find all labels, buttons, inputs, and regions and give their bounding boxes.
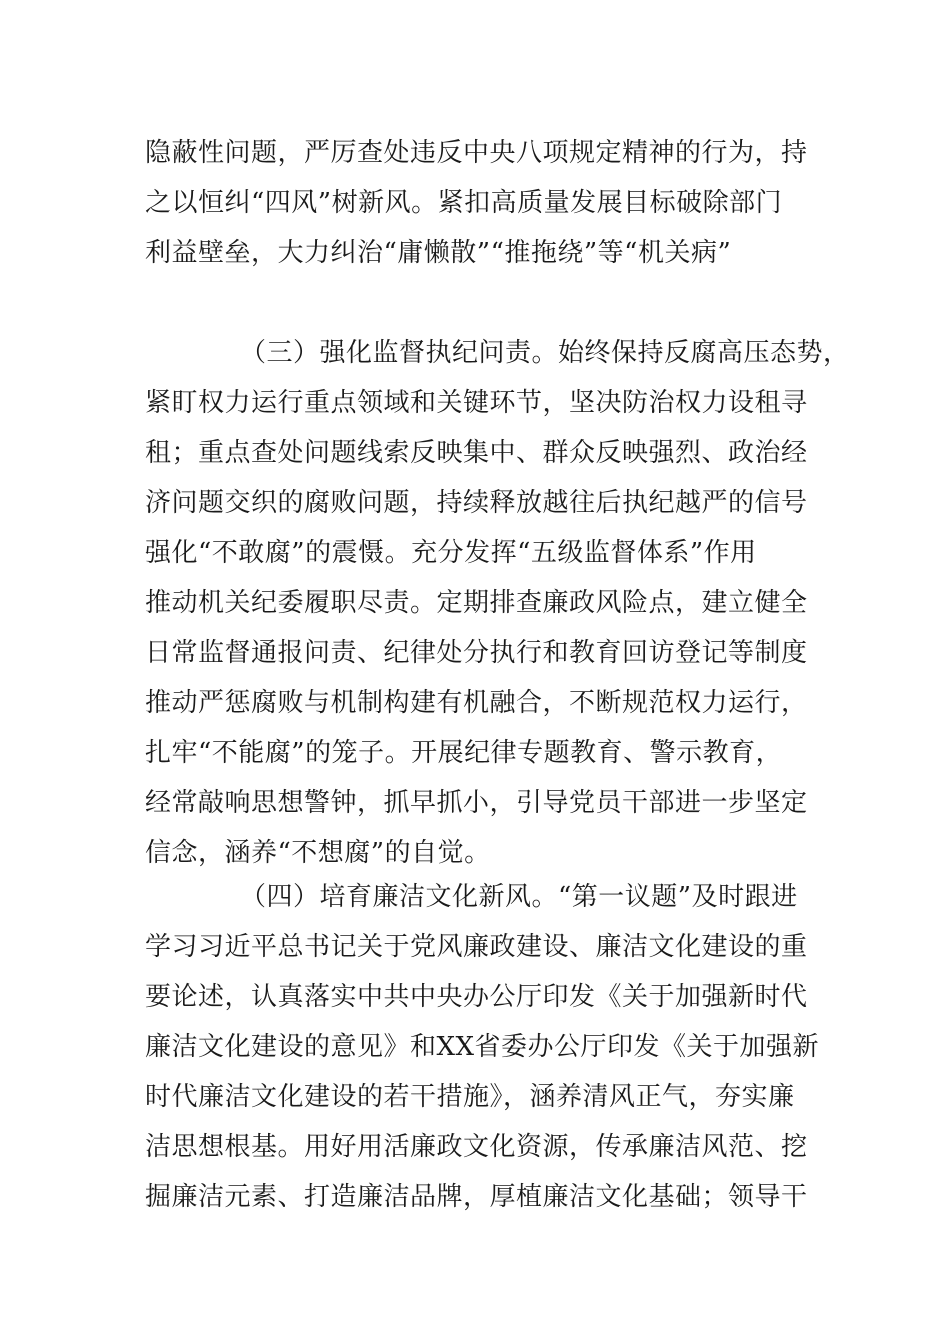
text-line: 隐蔽性问题，严厉查处违反中央八项规定精神的行为，持 <box>145 138 808 168</box>
text-line: 紧盯权力运行重点领域和关键环节，坚决防治权力设租寻 <box>145 388 808 418</box>
text-line: 推动机关纪委履职尽责。定期排查廉政风险点，建立健全 <box>145 588 808 618</box>
text-line: 租；重点查处问题线索反映集中、群众反映强烈、政治经 <box>145 438 808 468</box>
text-line: 学习习近平总书记关于党风廉政建设、廉洁文化建设的重 <box>145 932 808 962</box>
text-line: 利益壁垒，大力纠治“庸懒散”“推拖绕”等“机关病” <box>145 238 732 268</box>
text-line: 信念，涵养“不想腐”的自觉。 <box>145 838 491 868</box>
section-heading-line: （四）培育廉洁文化新风。“第一议题”及时跟进 <box>240 882 798 912</box>
text-line: 推动严惩腐败与机制构建有机融合，不断规范权力运行， <box>145 688 808 718</box>
text-line: 掘廉洁元素、打造廉洁品牌，厚植廉洁文化基础；领导干 <box>145 1182 808 1212</box>
text-line: 洁思想根基。用好用活廉政文化资源，传承廉洁风范、挖 <box>145 1132 808 1162</box>
text-line: 之以恒纠“四风”树新风。紧扣高质量发展目标破除部门 <box>145 188 783 218</box>
text-line: 时代廉洁文化建设的若干措施》，涵养清风正气，夯实廉 <box>145 1082 795 1112</box>
text-line: 要论述，认真落实中共中央办公厅印发《关于加强新时代 <box>145 982 808 1012</box>
text-line: 日常监督通报问责、纪律处分执行和教育回访登记等制度 <box>145 638 808 668</box>
text-line: 强化“不敢腐”的震慑。充分发挥“五级监督体系”作用 <box>145 538 757 568</box>
text-line: 经常敲响思想警钟，抓早抓小，引导党员干部进一步坚定 <box>145 788 808 818</box>
text-line: 济问题交织的腐败问题，持续释放越往后执纪越严的信号 <box>145 488 808 518</box>
text-line: 扎牢“不能腐”的笼子。开展纪律专题教育、警示教育， <box>145 738 783 768</box>
text-line: 廉洁文化建设的意见》和XX省委办公厅印发《关于加强新 <box>145 1032 820 1062</box>
section-heading-line: （三）强化监督执纪问责。始终保持反腐高压态势， <box>240 338 850 368</box>
